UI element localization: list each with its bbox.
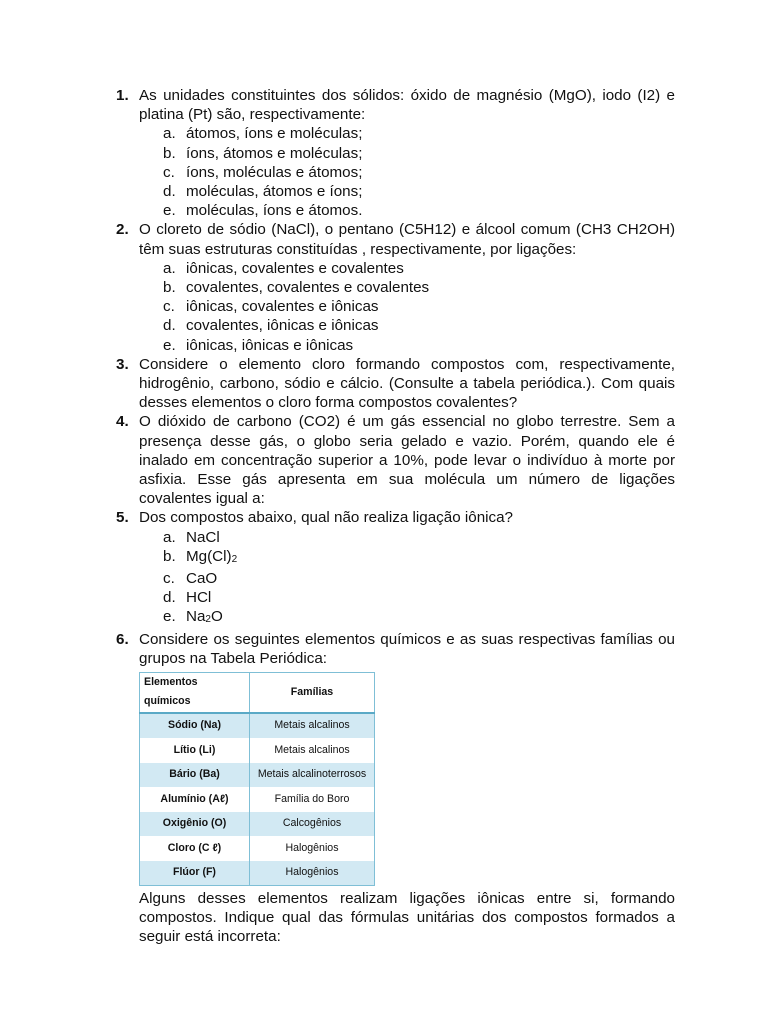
option	[163, 528, 675, 547]
option	[163, 336, 675, 355]
element-cell: Oxigênio (O)	[140, 812, 250, 837]
option-letter: c.	[163, 298, 175, 316]
element-cell: Sódio (Na)	[140, 713, 250, 739]
option	[163, 297, 675, 316]
question-number: 1.	[116, 87, 129, 104]
column-header: Elementos químicos	[140, 673, 250, 713]
options-list	[163, 124, 675, 220]
element-cell: Lítio (Li)	[140, 738, 250, 763]
element-cell: Flúor (F)	[140, 861, 250, 886]
question-followup-text: Alguns desses elementos realizam ligações iônicas entre si, formando compostos. Indique qual das fórmulas unitárias dos compostos formados a seguir está incorreta:	[139, 890, 675, 946]
question-3	[116, 355, 675, 413]
option-letter: e.	[163, 202, 176, 220]
option-letter: a.	[163, 528, 176, 546]
option	[163, 569, 675, 588]
option-letter: b.	[163, 144, 176, 162]
table-row	[140, 763, 375, 788]
option-letter: d.	[163, 589, 176, 607]
formula-subscript: 2	[205, 614, 211, 626]
option-text: iônicas, iônicas e iônicas	[186, 336, 354, 354]
family-cell: Halogênios	[250, 861, 375, 886]
formula-main: Mg(Cl)	[186, 547, 232, 565]
option-letter: e.	[163, 336, 176, 354]
question-text: Considere o elemento cloro formando compostos com, respectivamente, hidrogênio, carbono, sódio e cálcio. (Consulte a tabela periódica.). Com quais desses elementos o cloro forma compostos covalentes?	[139, 355, 675, 412]
question-5	[116, 508, 675, 629]
question-text: O dióxido de carbono (CO2) é um gás essencial no globo terrestre. Sem a presença desse gás, o globo seria gelado e vazio. Porém, quando ele é inalado em concentração superior a 10%, pode levar o indivíduo à morte por asfixia. Esse gás apresenta em sua molécula um número de ligações covalentes igual a:	[139, 413, 675, 508]
option-text: átomos, íons e moléculas;	[186, 125, 363, 143]
table-row	[140, 812, 375, 837]
option-text: moléculas, íons e átomos.	[186, 202, 363, 220]
family-cell: Metais alcalinoterrosos	[250, 763, 375, 788]
options-list	[163, 259, 675, 355]
option-text: íons, moléculas e átomos;	[186, 163, 363, 181]
family-cell: Calcogênios	[250, 812, 375, 837]
family-cell: Halogênios	[250, 836, 375, 861]
question-2	[116, 220, 675, 354]
option-text: moléculas, átomos e íons;	[186, 183, 363, 201]
option-text: covalentes, covalentes e covalentes	[186, 279, 430, 297]
options-list	[163, 528, 675, 630]
question-text: As unidades constituintes dos sólidos: óxido de magnésio (MgO), iodo (I2) e platina (Pt) são, respectivamente:	[139, 87, 675, 124]
question-6	[116, 630, 675, 947]
formula-rest: O	[210, 608, 223, 626]
element-cell: Cloro (C ℓ)	[140, 836, 250, 861]
document	[0, 86, 768, 947]
question-1	[116, 86, 675, 220]
table-row	[140, 836, 375, 861]
option-letter: e.	[163, 608, 176, 626]
element-cell: Alumínio (Aℓ)	[140, 787, 250, 812]
table-row	[140, 713, 375, 739]
option	[163, 182, 675, 201]
option	[163, 259, 675, 278]
option	[163, 588, 675, 607]
option	[163, 201, 675, 220]
question-number: 2.	[116, 221, 129, 239]
elements-table	[139, 672, 375, 886]
option	[163, 163, 675, 182]
option	[163, 278, 675, 297]
family-cell: Metais alcalinos	[250, 713, 375, 739]
table-header-row	[140, 673, 375, 713]
option-letter: a.	[163, 259, 176, 277]
question-number: 4.	[116, 413, 129, 431]
option-letter: c.	[163, 570, 175, 588]
question-number: 5.	[116, 509, 129, 527]
question-4	[116, 412, 675, 508]
option-letter: c.	[163, 163, 175, 181]
element-cell: Bário (Ba)	[140, 763, 250, 788]
option-text: HCl	[186, 589, 212, 607]
family-cell: Metais alcalinos	[250, 738, 375, 763]
option	[163, 124, 675, 143]
formula-subscript: 2	[231, 553, 238, 565]
table-row	[140, 787, 375, 812]
option-letter: d.	[163, 317, 176, 335]
option-text: íons, átomos e moléculas;	[186, 144, 363, 162]
table-row	[140, 738, 375, 763]
option	[163, 607, 675, 629]
option	[163, 316, 675, 335]
question-text: Dos compostos abaixo, qual não realiza ligação iônica?	[139, 509, 514, 527]
option-text: iônicas, covalentes e iônicas	[186, 298, 379, 316]
option	[163, 144, 675, 163]
option-letter: b.	[163, 279, 176, 297]
option-text: NaCl	[186, 528, 220, 546]
question-text: O cloreto de sódio (NaCl), o pentano (C5H12) e álcool comum (CH3 CH2OH) têm suas estruturas constituídas , respectivamente, por ligações:	[139, 221, 675, 258]
table-row	[140, 861, 375, 886]
question-number: 6.	[116, 630, 129, 648]
option	[163, 547, 675, 569]
option-text: CaO	[186, 570, 218, 588]
option-text: iônicas, covalentes e covalentes	[186, 259, 404, 277]
family-cell: Família do Boro	[250, 787, 375, 812]
question-text: Considere os seguintes elementos químicos e as suas respectivas famílias ou grupos na Tabela Periódica:	[139, 630, 675, 667]
option-letter: b.	[163, 547, 176, 565]
option-letter: d.	[163, 183, 176, 201]
question-number: 3.	[116, 355, 129, 373]
column-header: Famílias	[250, 673, 375, 713]
option-letter: a.	[163, 125, 176, 143]
option-text: covalentes, iônicas e iônicas	[186, 317, 379, 335]
formula-main: Na	[186, 608, 206, 626]
